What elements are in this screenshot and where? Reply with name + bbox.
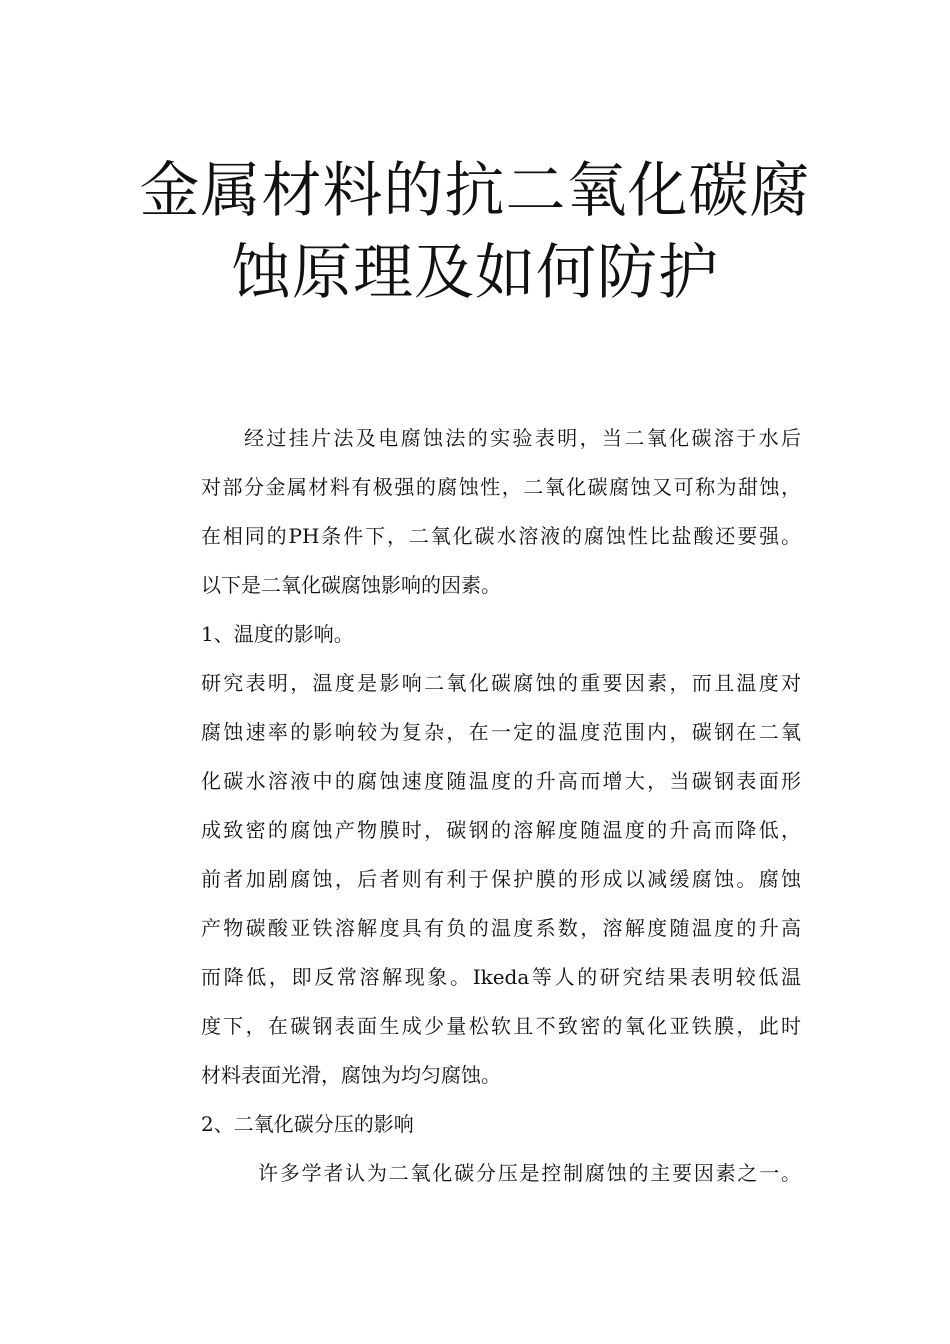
paragraph-line: 腐蚀速率的影响较为复杂，在一定的温度范围内，碳钢在二氧 bbox=[201, 720, 801, 744]
title-line-1: 金属材料的抗二氧化碳腐 bbox=[139, 156, 811, 226]
section-heading: 1、温度的影响。 bbox=[201, 622, 354, 646]
paragraph-line: 对部分金属材料有极强的腐蚀性，二氧化碳腐蚀又可称为甜蚀， bbox=[201, 475, 801, 499]
document-title bbox=[0, 150, 950, 314]
paragraph-line: 前者加剧腐蚀，后者则有利于保护膜的形成以减缓腐蚀。腐蚀 bbox=[201, 867, 801, 891]
paragraph-line: 研究表明，温度是影响二氧化碳腐蚀的重要因素，而且温度对 bbox=[201, 671, 801, 695]
paragraph-line: 化碳水溶液中的腐蚀速度随温度的升高而增大，当碳钢表面形 bbox=[201, 769, 801, 793]
paragraph-line: 度下，在碳钢表面生成少量松软且不致密的氧化亚铁膜，此时 bbox=[201, 1014, 801, 1038]
paragraph-line: 产物碳酸亚铁溶解度具有负的温度系数，溶解度随温度的升高 bbox=[201, 916, 801, 940]
paragraph-line: 而降低，即反常溶解现象。Ikeda等人的研究结果表明较低温 bbox=[201, 965, 801, 989]
paragraph-line: 以下是二氧化碳腐蚀影响的因素。 bbox=[201, 573, 501, 597]
paragraph-line: 在相同的PH条件下，二氧化碳水溶液的腐蚀性比盐酸还要强。 bbox=[201, 524, 801, 548]
paragraph-line: 许多学者认为二氧化碳分压是控制腐蚀的主要因素之一。 bbox=[258, 1161, 801, 1185]
title-line-2: 蚀原理及如何防护 bbox=[231, 238, 719, 308]
paragraph-line: 成致密的腐蚀产物膜时，碳钢的溶解度随温度的升高而降低， bbox=[201, 818, 801, 842]
document-body bbox=[201, 414, 801, 1198]
section-heading: 2、二氧化碳分压的影响 bbox=[201, 1112, 414, 1136]
paragraph-line: 材料表面光滑，腐蚀为均匀腐蚀。 bbox=[201, 1063, 501, 1087]
paragraph-line: 经过挂片法及电腐蚀法的实验表明，当二氧化碳溶于水后 bbox=[244, 426, 801, 450]
